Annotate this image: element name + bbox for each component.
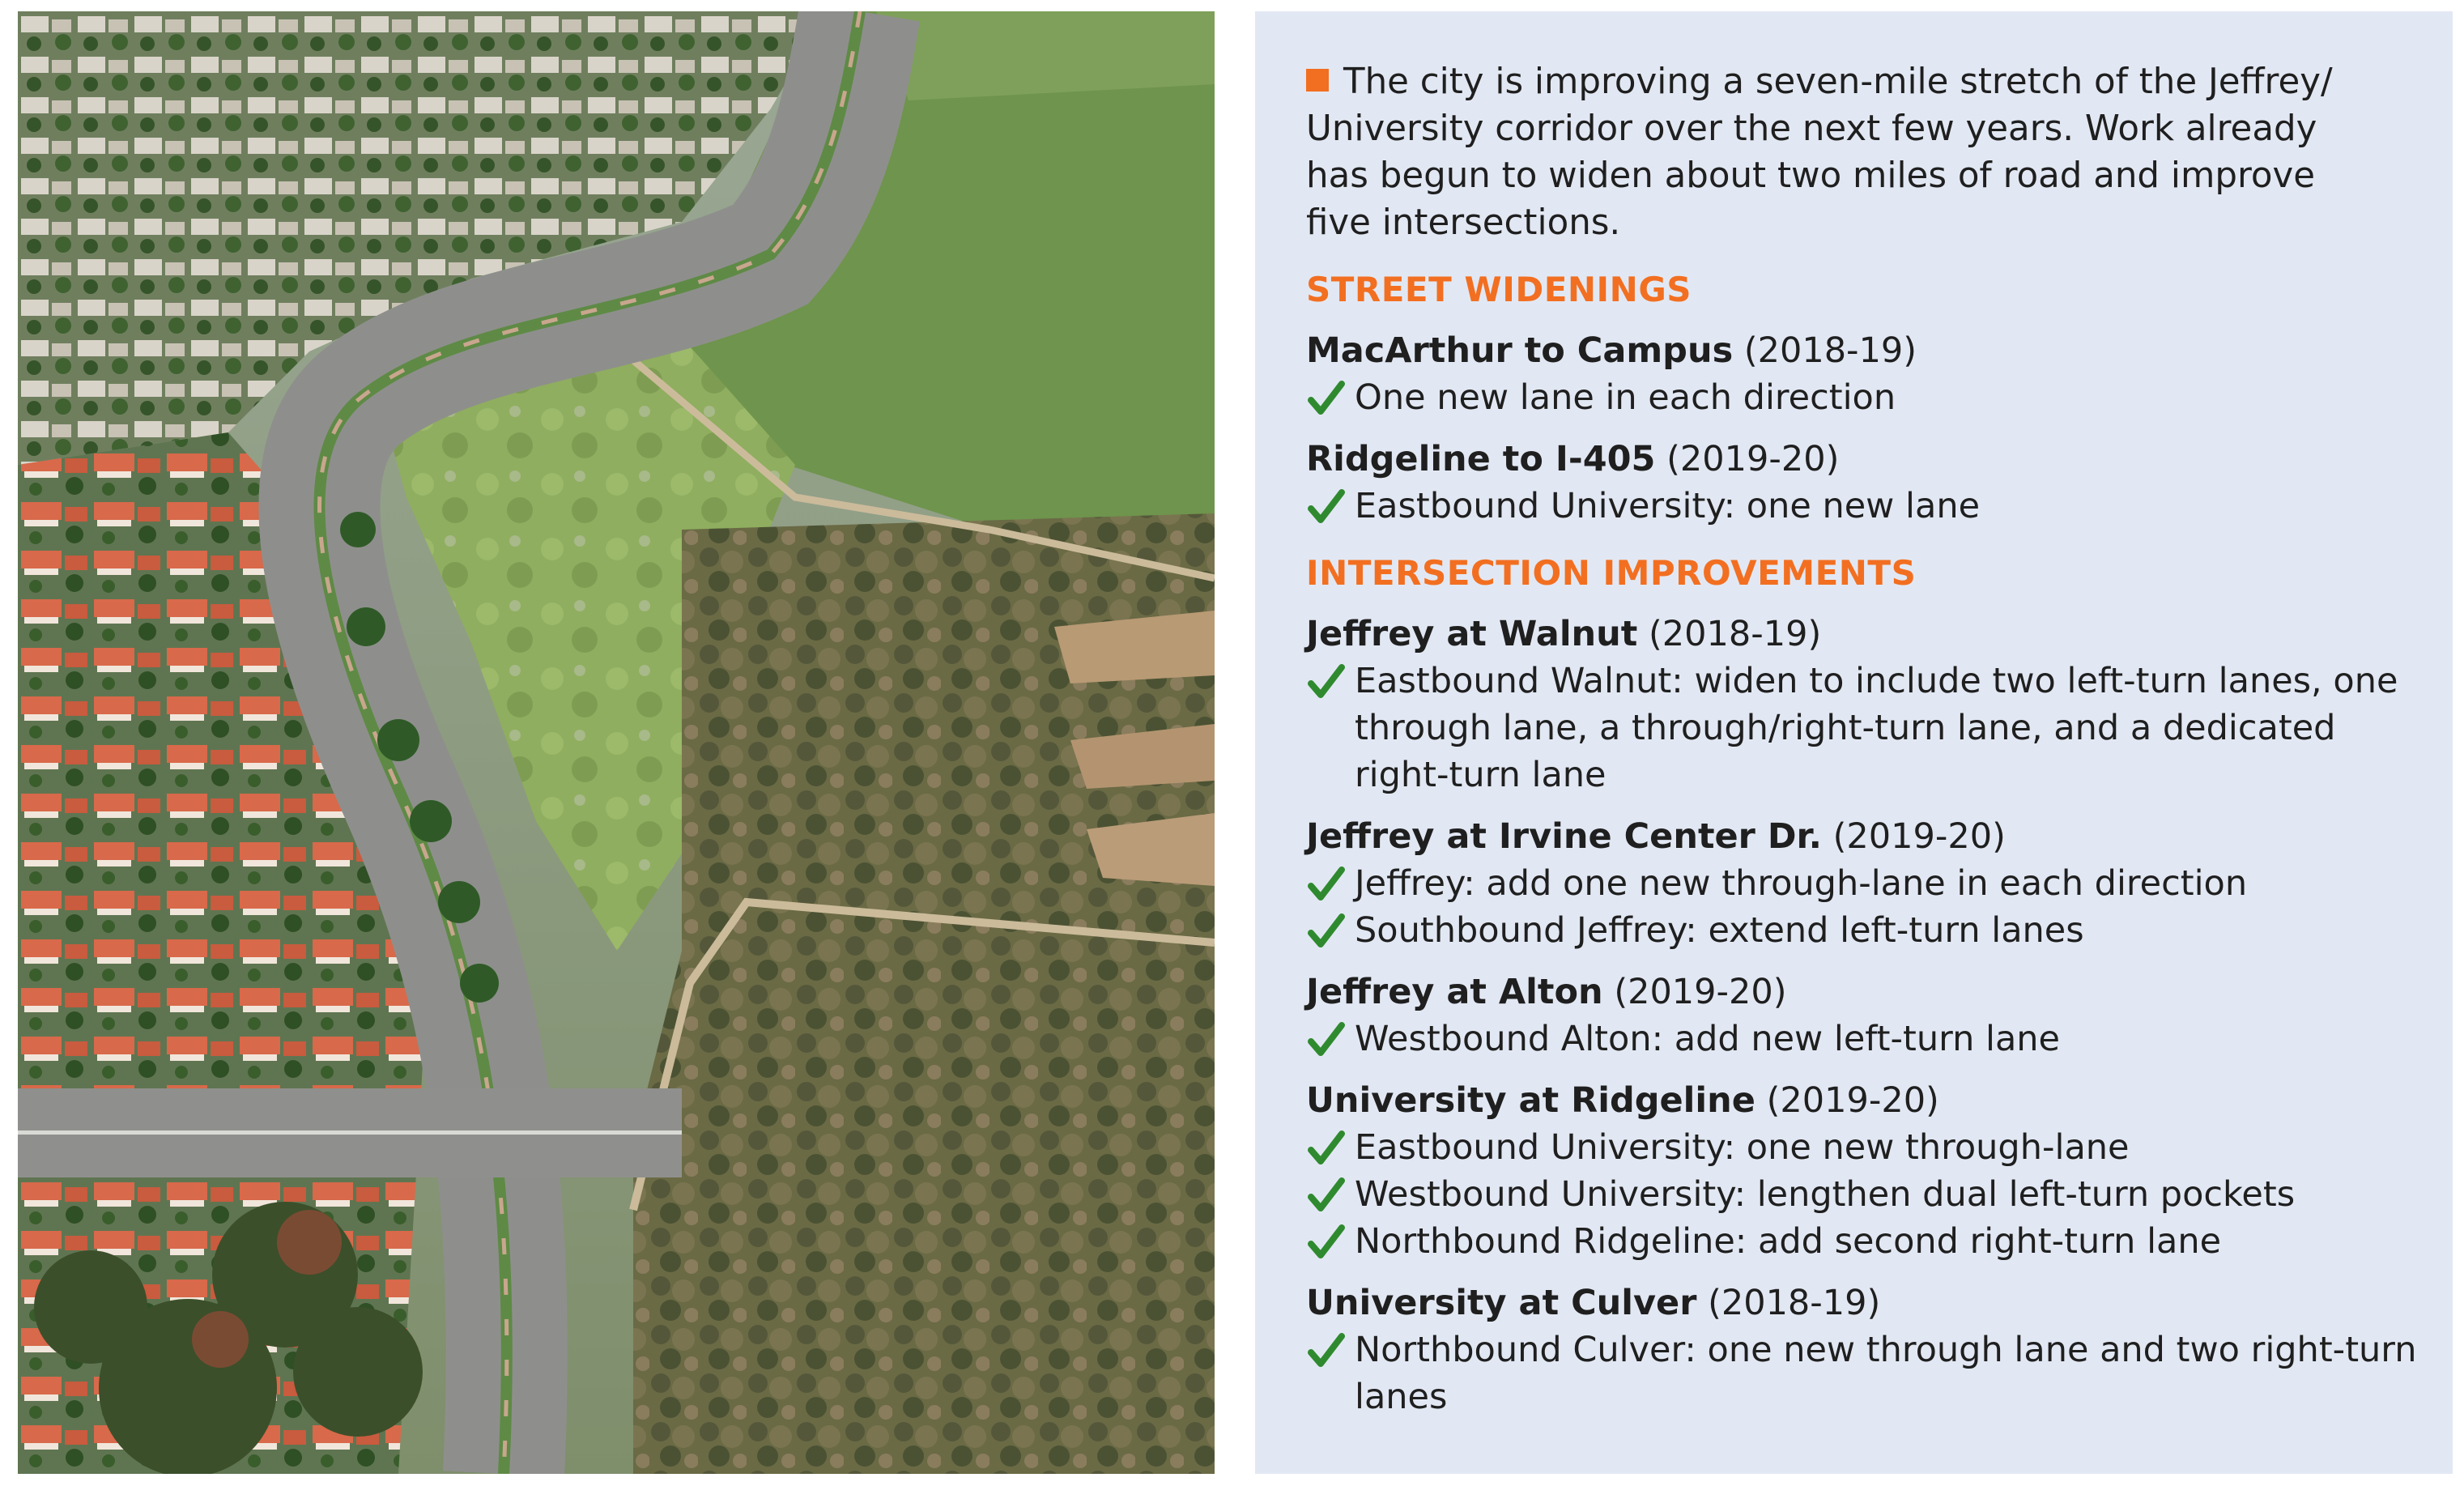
checkmark-icon [1306, 907, 1347, 954]
project-title [1306, 611, 2420, 658]
project-item-text: Westbound University: lengthen dual left-turn pockets [1355, 1174, 2296, 1215]
project-title [1306, 327, 2420, 374]
project-item [1306, 483, 2420, 530]
project-name: Jeffrey at Alton [1306, 972, 1603, 1012]
project-years: (2019-20) [1666, 439, 1840, 479]
project-years: (2019-20) [1766, 1080, 1939, 1121]
project-item [1306, 1124, 2420, 1171]
project-item [1306, 860, 2420, 907]
intro-text: The city is improving a seven-mile stretch of the Jeffrey/ University corridor over the next few years. Work already has begun to widen about two miles of road and improve five intersections. [1306, 62, 2333, 243]
project-item-text: Northbound Ridgeline: add second right-turn lane [1355, 1221, 2222, 1262]
street-widenings-heading: STREET WIDENINGS [1306, 270, 1692, 309]
project-item [1306, 907, 2420, 954]
project-item [1306, 1171, 2420, 1218]
project-years: (2018-19) [1743, 330, 1917, 371]
project-title [1306, 813, 2420, 860]
intro-paragraph [1306, 58, 2359, 246]
project-block [1306, 1077, 2420, 1265]
project-name: University at Culver [1306, 1283, 1697, 1323]
project-years: (2018-19) [1708, 1283, 1881, 1323]
project-block [1306, 611, 2420, 798]
info-panel [1255, 11, 2453, 1474]
project-block [1306, 813, 2420, 954]
project-item [1306, 374, 2420, 421]
checkmark-icon [1306, 1218, 1347, 1265]
checkmark-icon [1306, 860, 1347, 907]
project-title [1306, 1279, 2420, 1326]
checkmark-icon [1306, 483, 1347, 530]
project-block [1306, 1279, 2420, 1420]
project-item-text: Southbound Jeffrey: extend left-turn lanes [1355, 910, 2084, 951]
project-title [1306, 436, 2420, 483]
checkmark-icon [1306, 374, 1347, 421]
aerial-photo [18, 11, 1215, 1474]
project-item-text: Eastbound University: one new lane [1355, 486, 1981, 526]
project-years: (2019-20) [1614, 972, 1787, 1012]
checkmark-icon [1306, 1124, 1347, 1171]
project-block [1306, 327, 2420, 421]
project-item-text: Eastbound Walnut: widen to include two left-turn lanes, one through lane, a through/right-turn lane, and a dedicated right-turn lane [1355, 661, 2398, 795]
project-block [1306, 436, 2420, 530]
intersection-improvements-list [1306, 611, 2420, 1420]
project-years: (2019-20) [1832, 816, 2006, 857]
project-name: Jeffrey at Walnut [1306, 614, 1638, 654]
project-name: Jeffrey at Irvine Center Dr. [1306, 816, 1822, 857]
project-item [1306, 1218, 2420, 1265]
checkmark-icon [1306, 658, 1347, 705]
project-name: University at Ridgeline [1306, 1080, 1755, 1121]
checkmark-icon [1306, 1016, 1347, 1062]
orange-square-icon [1306, 69, 1329, 92]
checkmark-icon [1306, 1171, 1347, 1218]
project-item [1306, 658, 2420, 798]
project-item-text: One new lane in each direction [1355, 377, 1896, 418]
project-name: MacArthur to Campus [1306, 330, 1734, 371]
project-item-text: Westbound Alton: add new left-turn lane [1355, 1019, 2061, 1059]
project-years: (2018-19) [1649, 614, 1822, 654]
checkmark-icon [1306, 1326, 1347, 1373]
project-name: Ridgeline to I-405 [1306, 439, 1656, 479]
project-title [1306, 969, 2420, 1016]
project-item-text: Northbound Culver: one new through lane and two right-turn lanes [1355, 1330, 2417, 1417]
project-title [1306, 1077, 2420, 1124]
project-item [1306, 1016, 2420, 1062]
street-widenings-list [1306, 327, 2420, 530]
project-item-text: Eastbound University: one new through-lane [1355, 1127, 2130, 1168]
project-block [1306, 969, 2420, 1062]
project-item [1306, 1326, 2420, 1420]
project-item-text: Jeffrey: add one new through-lane in each direction [1355, 863, 2248, 904]
intersection-improvements-heading: INTERSECTION IMPROVEMENTS [1306, 553, 1917, 593]
